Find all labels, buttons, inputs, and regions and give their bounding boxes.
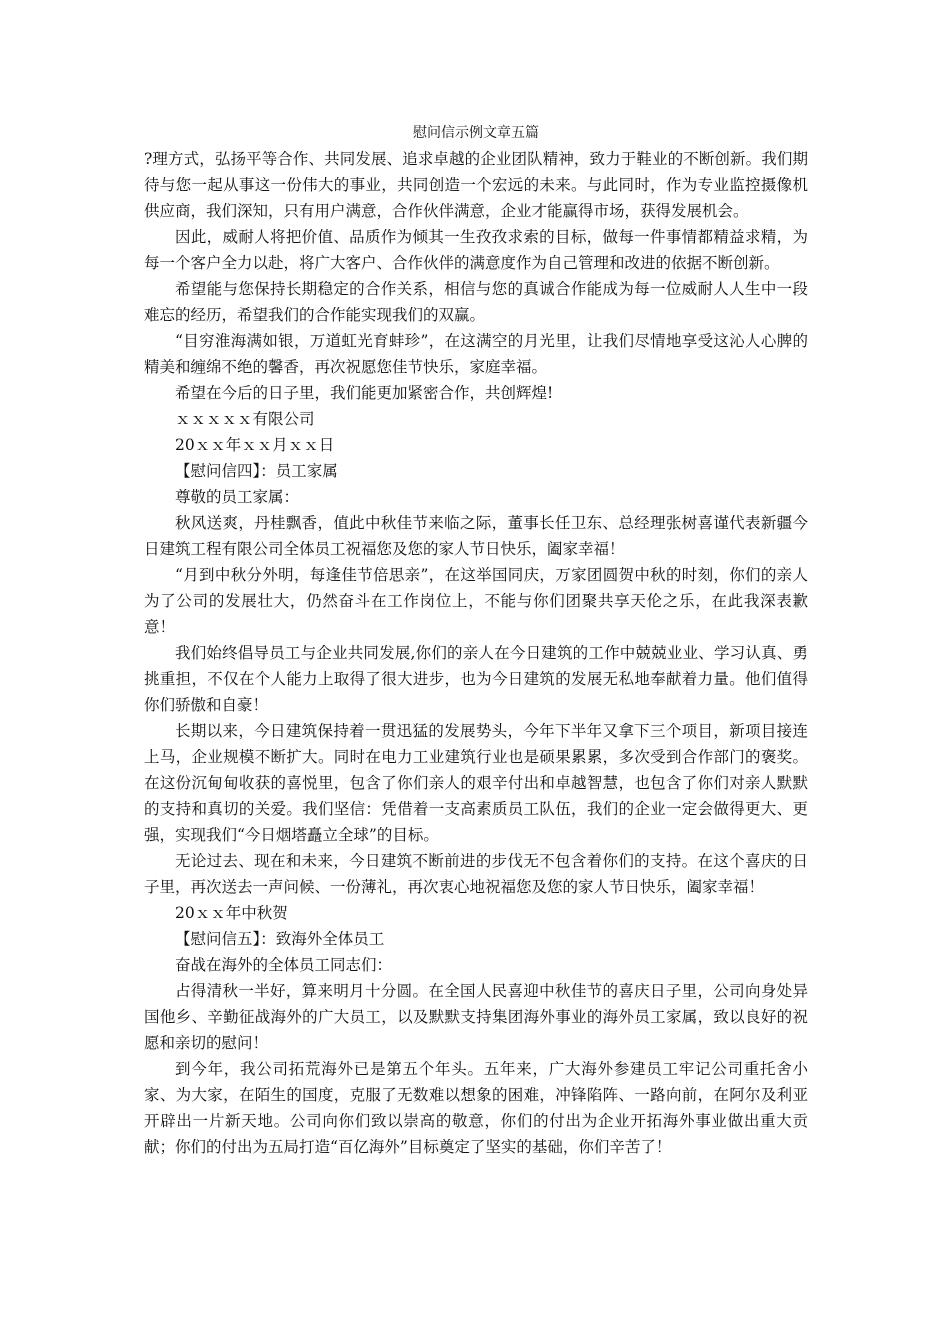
body-paragraph: 希望在今后的日子里，我们能更加紧密合作，共创辉煌! (175, 384, 554, 402)
body-paragraph: 【慰问信五】：致海外全体员工 (175, 930, 385, 948)
body-paragraph: 因此，威耐人将把价值、品质作为倾其一生孜孜求索的目标，做每一件事情都精益求精，为每一个客户全力以赴，将广大客户、合作伙伴的满意度作为自己管理和改进的依据不断创新。 (144, 228, 808, 272)
body-paragraph: 20ｘｘ年ｘｘ月ｘｘ日 (175, 436, 335, 454)
body-paragraph: ｘｘｘｘｘ有限公司 (175, 410, 315, 428)
document-page (144, 120, 808, 1160)
body-paragraph: 20ｘｘ年中秋贺 (175, 904, 288, 922)
body-paragraph: 尊敬的员工家属： (175, 488, 300, 506)
body-paragraph: 奋战在海外的全体员工同志们： (175, 956, 393, 974)
body-paragraph: 到今年，我公司拓荒海外已是第五个年头。五年来，广大海外参建员工牢记公司重托舍小家、为大家，在陌生的国度，克服了无数难以想象的困难，冲锋陷阵、一路向前，在阿尔及利亚开辟出一片新天地。公司向你们致以崇高的敬意，你们的付出为企业开拓海外事业做出重大贡献；你们的付出为五局打造“百亿海外”目标奠定了坚实的基础，你们辛苦了！ (144, 1060, 808, 1156)
document-body (144, 146, 808, 1160)
body-paragraph: 占得清秋一半好，算来明月十分圆。在全国人民喜迎中秋佳节的喜庆日子里，公司向身处异国他乡、辛勤征战海外的广大员工，以及默默支持集团海外事业的海外员工家属，致以良好的祝愿和亲切的慰问！ (144, 982, 808, 1052)
body-paragraph: 【慰问信四】：员工家属 (175, 462, 338, 480)
body-paragraph: “目穷淮海满如银，万道虹光育蚌珍”，在这满空的月光里，让我们尽情地享受这沁人心脾的精美和缠绵不绝的馨香，再次祝愿您佳节快乐，家庭幸福。 (144, 332, 808, 376)
body-paragraph: 长期以来，今日建筑保持着一贯迅猛的发展势头，今年下半年又拿下三个项目，新项目接连上马，企业规模不断扩大。同时在电力工业建筑行业也是硕果累累，多次受到合作部门的褒奖。在这份沉甸甸收获的喜悦里，包含了你们亲人的艰辛付出和卓越智慧，也包含了你们对亲人默默的支持和真切的关爱。我们坚信：凭借着一支高素质员工队伍，我们的企业一定会做得更大、更强，实现我们“今日烟塔矗立全球”的目标。 (144, 722, 808, 844)
body-paragraph: ?理方式，弘扬平等合作、共同发展、追求卓越的企业团队精神，致力于鞋业的不断创新。我们期待与您一起从事这一份伟大的事业，共同创造一个宏远的未来。与此同时，作为专业监控摄像机供应商，我们深知，只有用户满意，合作伙伴满意，企业才能赢得市场，获得发展机会。 (144, 150, 808, 220)
body-paragraph: 秋风送爽，丹桂飘香，值此中秋佳节来临之际，董事长任卫东、总经理张树喜谨代表新疆今日建筑工程有限公司全体员工祝福您及您的家人节日快乐，阖家幸福！ (144, 514, 808, 558)
body-paragraph: 我们始终倡导员工与企业共同发展,你们的亲人在今日建筑的工作中兢兢业业、学习认真、勇挑重担，不仅在个人能力上取得了很大进步，也为今日建筑的发展无私地奉献着力量。他们值得你们骄傲和自豪！ (144, 644, 808, 714)
body-paragraph: 希望能与您保持长期稳定的合作关系，相信与您的真诚合作能成为每一位威耐人人生中一段难忘的经历，希望我们的合作能实现我们的双赢。 (144, 280, 808, 324)
document-title: 慰问信示例文章五篇 (413, 125, 539, 141)
body-paragraph: 无论过去、现在和未来，今日建筑不断前进的步伐无不包含着你们的支持。在这个喜庆的日子里，再次送去一声问候、一份薄礼，再次衷心地祝福您及您的家人节日快乐，阖家幸福！ (144, 852, 808, 896)
body-paragraph: “月到中秋分外明，每逢佳节倍思亲”，在这举国同庆，万家团圆贺中秋的时刻，你们的亲人为了公司的发展壮大，仍然奋斗在工作岗位上，不能与你们团聚共享天伦之乐，在此我深表歉意！ (144, 566, 808, 636)
